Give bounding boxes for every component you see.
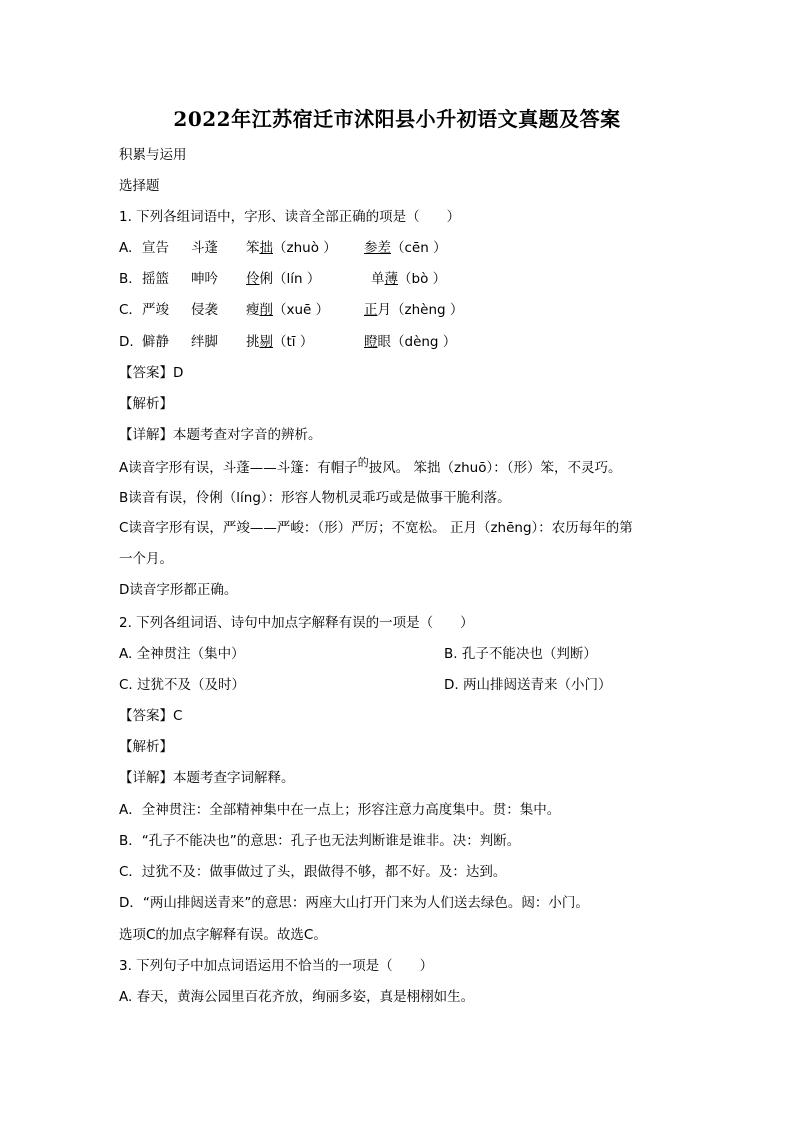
option-word: 单薄（bò ） [371, 271, 447, 287]
option-word: 笨拙（zhuò ） [246, 240, 337, 256]
q2-option-d: D. 两山排闼送青来（小门） [444, 677, 612, 693]
q2-stem: 2. 下列各组词语、诗句中加点字解释有误的一项是（ ） [119, 615, 474, 631]
q1-explanation-b: B读音有误，伶俐（líng）：形容人物机灵乖巧或是做事干脆利落。 [119, 490, 511, 506]
q2-conclusion: 选项C的加点字解释有误。故选C。 [119, 927, 327, 943]
section-heading: 积累与运用 [119, 147, 187, 163]
option-word: 挑剔（tī ） [246, 334, 314, 350]
option-word: 宣告 [142, 240, 169, 256]
q2-explanation-b: B．“孔子不能决也”的意思：孔子也无法判断谁是谁非。决：判断。 [119, 833, 521, 849]
q2-explanation-c: C．过犹不及：做事做过了头，跟做得不够，都不好。及：达到。 [119, 864, 507, 880]
option-word: 伶俐（lín ） [246, 271, 321, 287]
q3-option-a: A. 春天，黄海公园里百花齐放，绚丽多姿，真是栩栩如生。 [119, 989, 475, 1005]
page-title: 2022年江苏宿迁市沭阳县小升初语文真题及答案 [173, 107, 621, 131]
q1-answer: 【答案】D [119, 365, 184, 381]
option-word: 正月（zhèng ） [364, 302, 464, 318]
q2-explanation-d: D．“两山排闼送青来”的意思：两座大山打开门来为人们送去绿色。闼：小门。 [119, 895, 589, 911]
q1-explanation-a: A读音字形有误，斗蓬——斗篷：有帽子$^的$披风。 笨拙（zhuō）：（形）笨，不灵巧。 [119, 456, 622, 476]
q2-explanation-a: A．全神贯注：全部精神集中在一点上；形容注意力高度集中。贯：集中。 [119, 802, 561, 818]
subsection-heading: 选择题 [119, 178, 160, 194]
q1-explanation-c2: 一个月。 [119, 551, 173, 567]
option-word: 瘦削（xuē ） [246, 302, 330, 318]
q1-detail: 【详解】本题考查对字音的辨析。 [119, 427, 322, 443]
option-label: B. [119, 271, 133, 287]
option-label: A. [119, 240, 133, 256]
option-word: 呻吟 [191, 271, 218, 287]
q2-analysis-heading: 【解析】 [119, 739, 173, 755]
option-word: 严竣 [142, 302, 169, 318]
q2-option-a: A. 全神贯注（集中） [119, 646, 245, 662]
option-word: 僻静 [142, 334, 169, 350]
q2-option-c: C. 过犹不及（及时） [119, 677, 246, 693]
option-word: 摇篮 [142, 271, 169, 287]
q1-analysis-heading: 【解析】 [119, 396, 173, 412]
option-word: 参差（cēn ） [364, 240, 447, 256]
option-word: 瞪眼（dèng ） [364, 334, 457, 350]
option-label: C. [119, 302, 133, 318]
q3-stem: 3. 下列句子中加点词语运用不恰当的一项是（ ） [119, 958, 434, 974]
q1-explanation-c1: C读音字形有误，严竣——严峻：（形）严厉；不宽松。 正月（zhēng）：农历每年的第 [119, 520, 633, 536]
option-word: 斗蓬 [191, 240, 218, 256]
option-word: 侵袭 [191, 302, 218, 318]
q1-explanation-d: D读音字形都正确。 [119, 582, 238, 598]
option-word: 绊脚 [191, 334, 218, 350]
q2-detail: 【详解】本题考查字词解释。 [119, 770, 295, 786]
q2-option-b: B. 孔子不能决也（判断） [444, 646, 597, 662]
q1-stem: 1. 下列各组词语中，字形、读音全部正确的项是（ ） [119, 209, 461, 225]
q2-answer: 【答案】C [119, 708, 183, 724]
option-label: D. [119, 334, 134, 350]
